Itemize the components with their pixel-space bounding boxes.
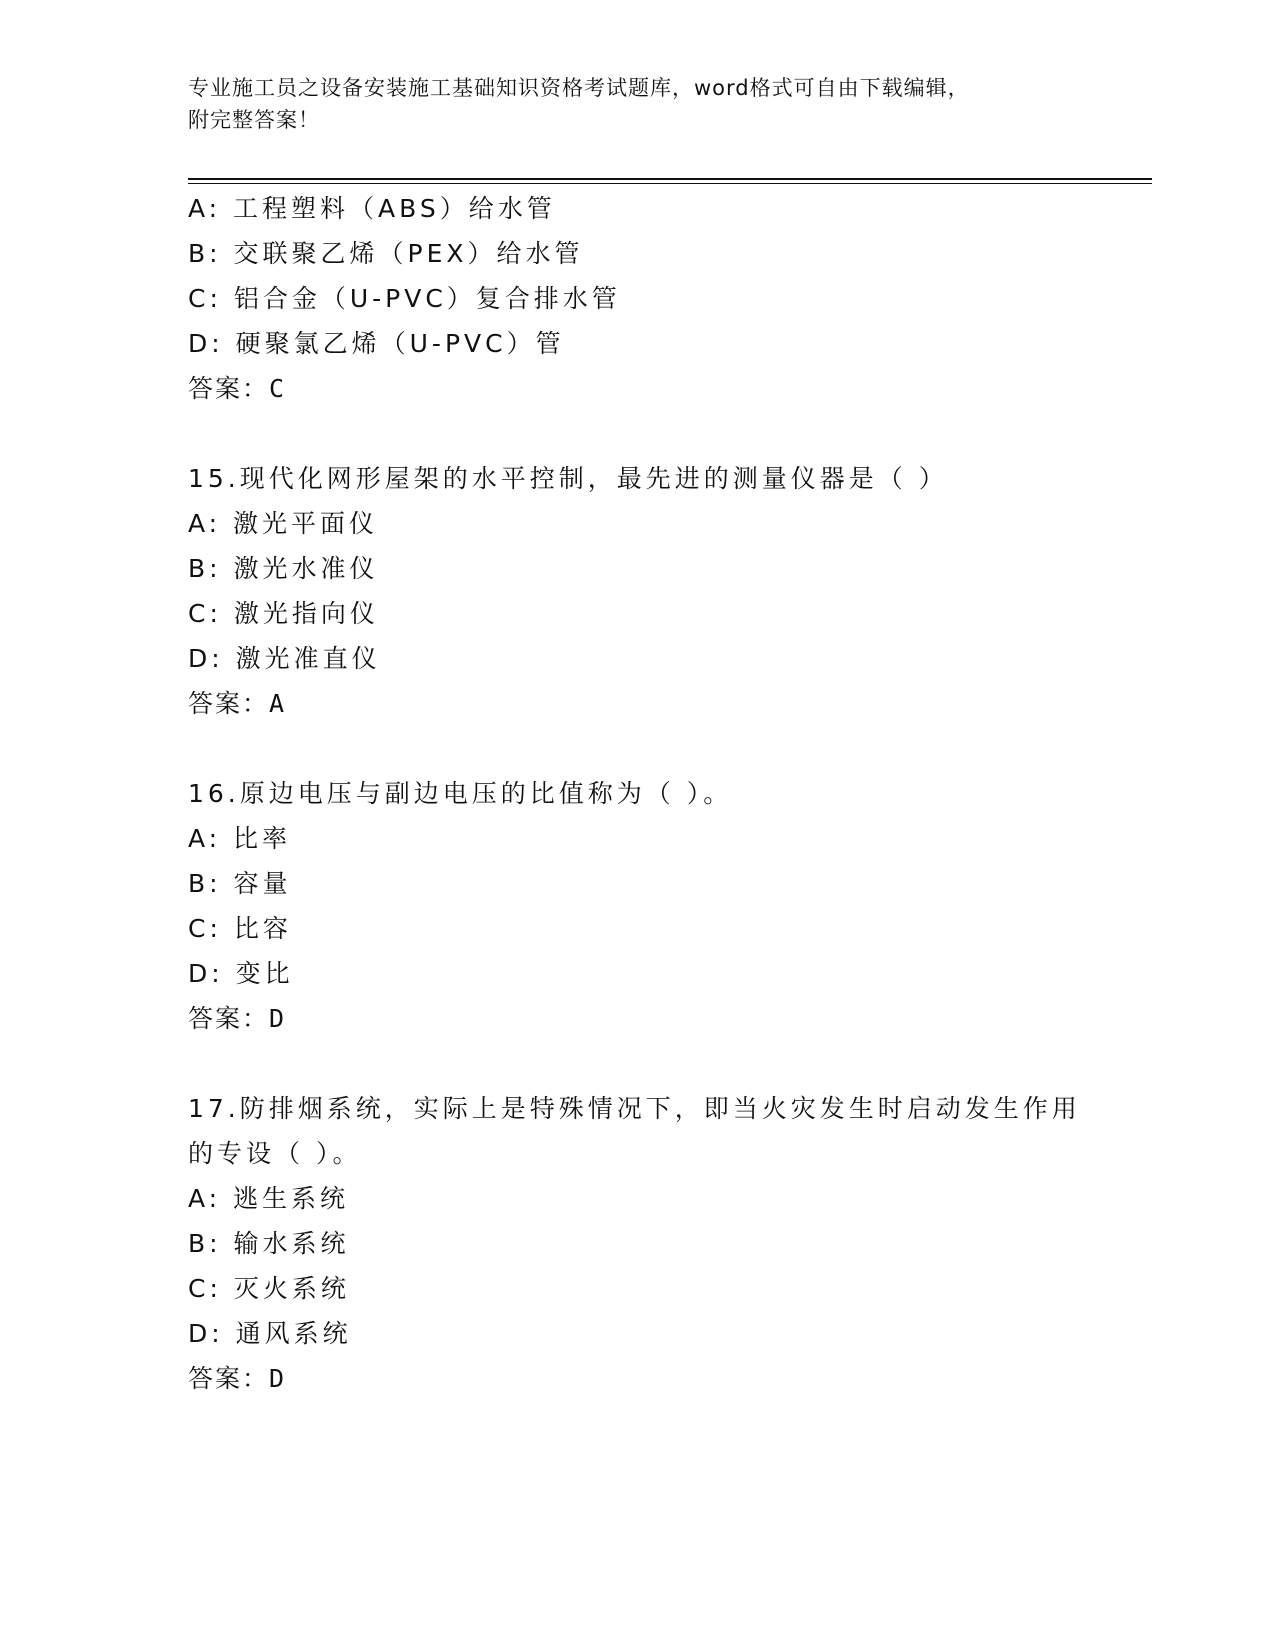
- header-divider-thin: [188, 183, 1152, 184]
- header-line-1: 专业施工员之设备安装施工基础知识资格考试题库，word格式可自由下载编辑，: [188, 76, 970, 100]
- q17-question-line-2: 的专设（ ）。: [188, 1139, 362, 1168]
- q17-option-c: C: 灭火系统: [188, 1274, 350, 1303]
- q14-answer: 答案：C: [188, 374, 287, 403]
- q16-answer: 答案：D: [188, 1004, 287, 1033]
- q15-option-a: A: 激光平面仪: [188, 509, 379, 538]
- q15-option-c: C: 激光指向仪: [188, 599, 379, 628]
- q16-question: 16.原边电压与副边电压的比值称为（ ）。: [188, 779, 733, 808]
- q16-option-c: C: 比容: [188, 914, 292, 943]
- q17-option-a: A: 逃生系统: [188, 1184, 350, 1213]
- header-line-2: 附完整答案！: [188, 108, 320, 132]
- q15-question: 15.现代化网形屋架的水平控制，最先进的测量仪器是（ ）: [188, 464, 948, 493]
- q16-option-d: D: 变比: [188, 959, 294, 988]
- q15-option-d: D: 激光准直仪: [188, 644, 381, 673]
- q17-option-b: B: 输水系统: [188, 1229, 350, 1258]
- q14-option-d: D: 硬聚氯乙烯（U-PVC）管: [188, 329, 565, 358]
- document-header: [188, 72, 1088, 136]
- q15-answer: 答案：A: [188, 689, 287, 718]
- q16-option-a: A: 比率: [188, 824, 292, 853]
- q14-option-a: A: 工程塑料（ABS）给水管: [188, 194, 556, 223]
- q16-option-b: B: 容量: [188, 869, 292, 898]
- q14-option-c: C: 铝合金（U-PVC）复合排水管: [188, 284, 621, 313]
- q15-option-b: B: 激光水准仪: [188, 554, 379, 583]
- q17-option-d: D: 通风系统: [188, 1319, 352, 1348]
- q17-question-line-1: 17.防排烟系统，实际上是特殊情况下，即当火灾发生时启动发生作用: [188, 1094, 1081, 1123]
- q17-answer: 答案：D: [188, 1364, 287, 1393]
- q14-option-b: B: 交联聚乙烯（PEX）给水管: [188, 239, 584, 268]
- header-divider-thick: [188, 178, 1152, 180]
